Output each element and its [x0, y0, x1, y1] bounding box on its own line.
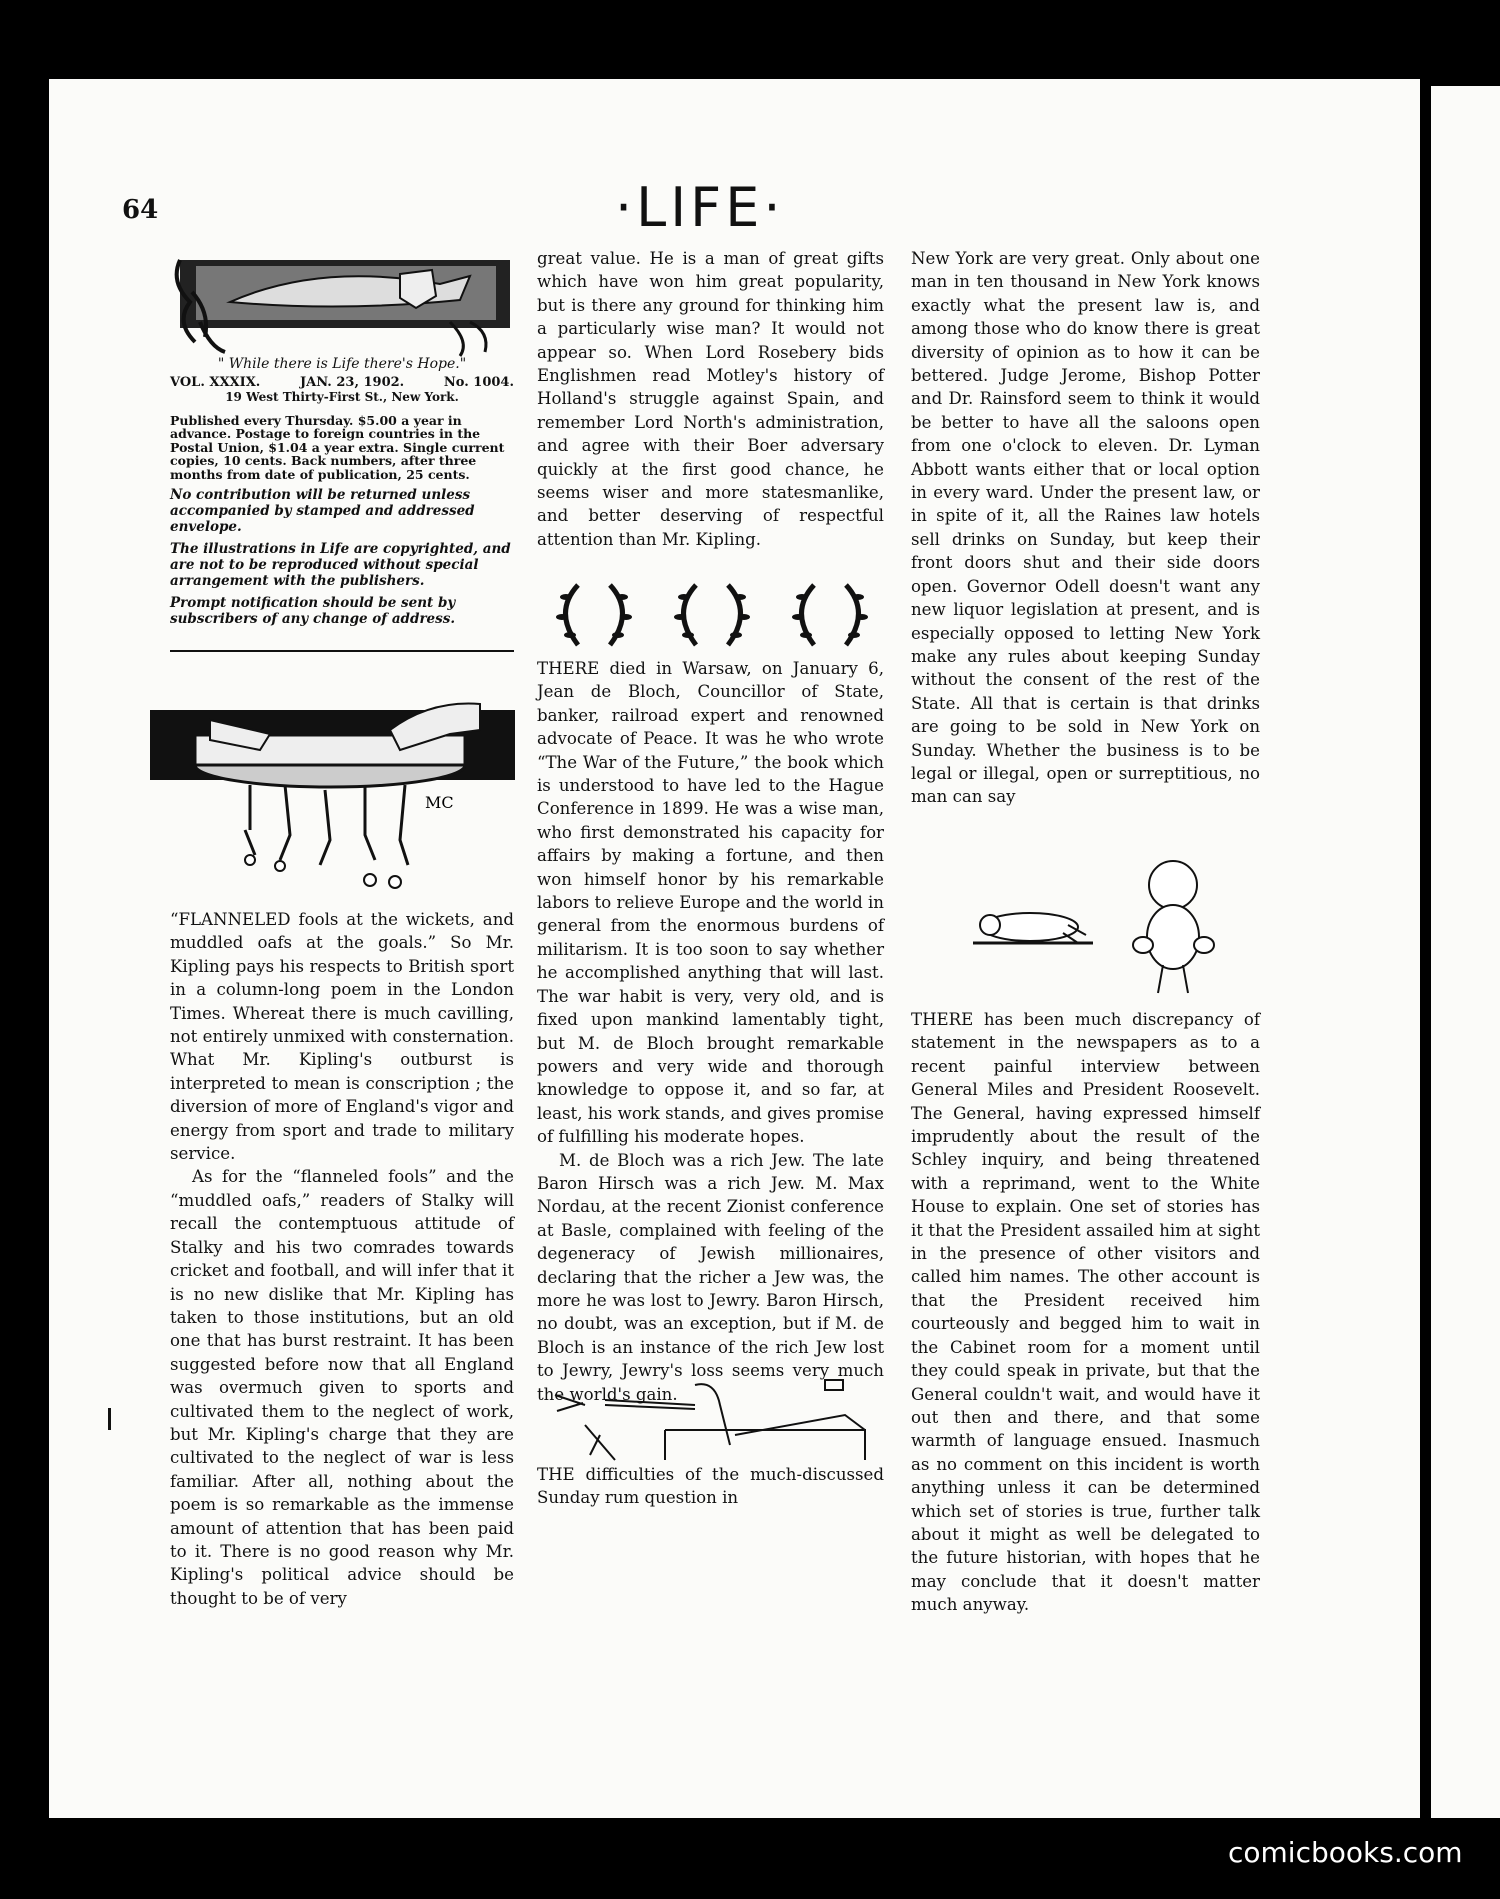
article-kipling [170, 908, 514, 1610]
colophon [170, 357, 514, 633]
issue-date: JAN. 23, 1902. [300, 374, 405, 390]
article-kipling-paragraph-2: As for the “flanneled fools” and the “muddled oafs,” readers of Stalky will recall the contemptuous attitude of Stalky and his two comrades towards cricket and football, and will infer that it is no new dislike that Mr. Kipling has taken to those institutions, but an old one that has burst restraint. It has been suggested before now that all England was overmuch given to sports and cultivated them to the neglect of work, but Mr. Kipling's charge that they are cultivated to the neglect of war is less familiar. After all, nothing about the poem is so remarkable as the immense amount of attention that has been paid to it. There is no good reason why Mr. Kipling's political advice should be thought to be of very [170, 1167, 514, 1608]
article-miles-roosevelt [911, 1008, 1260, 1617]
article-kipling-continued-text: great value. He is a man of great gifts which have won him great popularity, but is there any ground for thinking him a particularly wise man? It would not appear so. When Lord Rosebery bids Englishmen read Motley's history of Holland's struggle against Spain, and remember Lord North's administration, and agree with their Boer adversary quickly at the first good chance, he seems wiser and more statesmanlike, and better deserving of respectful attention than Mr. Kipling. [537, 249, 884, 549]
article-rum-question-start [537, 1463, 884, 1510]
contribution-note: No contribution will be returned unless accompanied by stamped and addressed envelope. [170, 487, 475, 536]
article-rum-question-continued-text: New York are very great. Only about one man in ten thousand in New York knows exactly what the present law is, and among those who do know there is great diversity of opinion as to how it can be bettered. Judge Jerome, Bishop Potter and Dr. Rainsford seem to think it would be better to have all the saloons open from one o'clock to eleven. Dr. Lyman Abbott wants either that or local option in every ward. Under the present law, or in spite of it, all the Raines law hotels sell drinks on Sunday, but keep their front doors shut and their side doors open. Governor Odell doesn't want any new liquor legislation at present, and is especially opposed to letting New York make any rules about keeping Sunday without the consent of the rest of the State. All that is certain is that drinks are going to be sold in New York on Sunday. Whether the business is to be legal or illegal, open or surreptitious, no man can say [911, 249, 1260, 807]
issue-number: No. 1004. [443, 374, 514, 390]
section-rule [170, 650, 514, 652]
masthead-title: ·LIFE· [615, 176, 785, 239]
masthead-illustration [170, 252, 514, 360]
two-figures-cartoon [968, 855, 1228, 1000]
article-rum-question-start-text: THE difficulties of the much-discussed Sunday rum question in [537, 1465, 884, 1508]
address-change-note: Prompt notification should be sent by subscribers of any change of address. [170, 595, 456, 628]
page-number: 64 [122, 195, 159, 225]
publication-terms: Published every Thursday. $5.00 a year in advance. Postage to foreign countries in the Postal Union, $1.04 a year extra. Single current copies, 10 cents. Back numbers, after three months from date of publication, 25 cents. [170, 412, 505, 482]
bed-cartoon [545, 1375, 890, 1465]
article-rum-question-continued [911, 247, 1260, 809]
watermark: comicbooks.com [1228, 1836, 1463, 1869]
article-de-bloch-paragraph-1: THERE died in Warsaw, on January 6, Jean de Bloch, Councillor of State, banker, railroad expert and renowned advocate of Peace. It was he who wrote “The War of the Future,” the book which is understood to have led to the Hague Conference in 1899. He was a wise man, who first demonstrated his capacity for affairs by making a fortune, and then won himself honor by his remarkable labors to relieve Europe and the world in general from the enormous burdens of militarism. It is too soon to say whether he accomplished anything that will last. The war habit is very, very old, and is fixed upon mankind lamentably tight, but M. de Bloch brought remarkable powers and very wide and thorough knowledge to oppose it, and so far, at least, his work stands, and gives promise of fulfilling his moderate hopes. [537, 659, 884, 1147]
article-miles-roosevelt-text: THERE has been much discrepancy of statement in the newspapers as to a recent painful interview between General Miles and President Roosevelt. The General, having expressed himself imprudently about the result of the Schley inquiry, and being threatened with a reprimand, went to the White House to explain. One set of stories has it that the President assailed him at sight in the presence of other visitors and called him names. The other account is that the President received him courteously and begged him to wait in the Cabinet room for a moment until they could speak in private, but that the General couldn't wait, and would have it out then and there, and that some warmth of language ensued. Inasmuch as no comment on this incident is worth anything unless it can be determined which set of stories is true, further talk about it might as well be delegated to the future historian, with hopes that he may conclude that it doesn't matter much anyway. [911, 1010, 1260, 1615]
laurel-wreaths-ornament [548, 577, 873, 652]
sieve-cartoon [150, 690, 520, 900]
illustrator-initials: MC [425, 793, 454, 812]
article-de-bloch [537, 657, 884, 1406]
article-kipling-continued [537, 247, 884, 551]
next-page-edge [1431, 86, 1500, 1818]
motto: " While there is Life there's Hope." [217, 356, 467, 372]
volume: VOL. XXXIX. [170, 374, 261, 390]
article-kipling-paragraph-1: “FLANNELED fools at the wickets, and muddled oafs at the goals.” So Mr. Kipling pays his respects to British sport in a column-long poem in the London Times. Whereat there is much cavilling, not entirely unmixed with consternation. What Mr. Kipling's outburst is interpreted to mean is conscription ; the diversion of more of England's vigor and energy from sport and trade to military service. [170, 910, 514, 1164]
copyright-note: The illustrations in Life are copyrighted, and are not to be reproduced without special arrangement with the publishers. [170, 541, 511, 590]
margin-mark [108, 1408, 111, 1430]
volume-line [170, 375, 514, 391]
article-de-bloch-paragraph-2: M. de Bloch was a rich Jew. The late Baron Hirsch was a rich Jew. M. Max Nordau, at the recent Zionist conference at Basle, complained with feeling of the degeneracy of Jewish millionaires, declaring that the richer a Jew was, the more he was lost to Jewry. Baron Hirsch, no doubt, was an exception, but if M. de Bloch is an instance of the rich Jew lost to Jewry, Jewry's loss seems very much the world's gain. [537, 1150, 884, 1404]
publisher-address: 19 West Thirty-First St., New York. [225, 390, 459, 404]
